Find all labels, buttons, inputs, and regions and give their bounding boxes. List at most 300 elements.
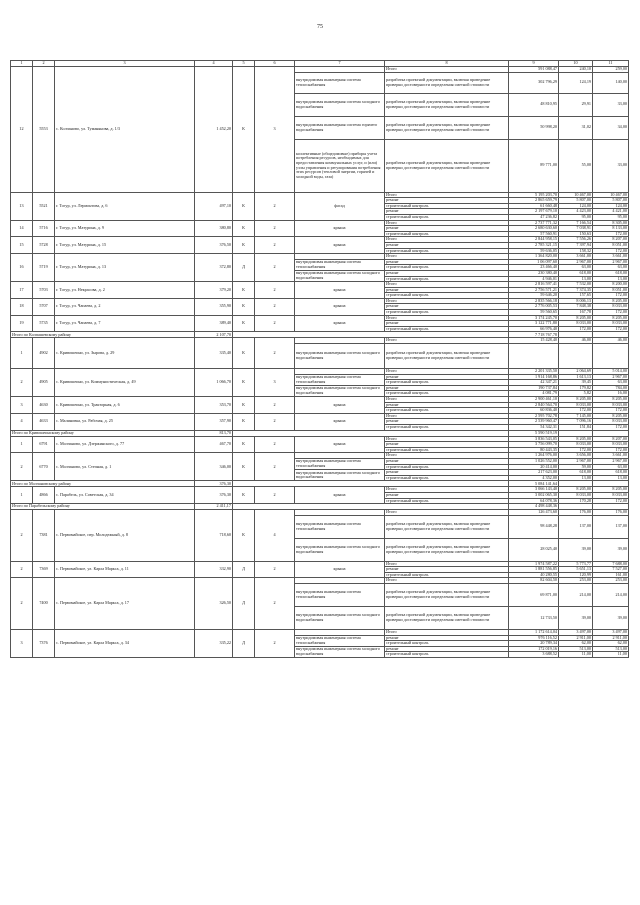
table-cell: внутридомовая инженерная система холодного водоснабжения <box>295 93 385 116</box>
table-cell: 98 448,28 <box>509 515 559 538</box>
table-cell: 7 848,38 <box>559 304 593 310</box>
table-cell: 3 <box>11 630 33 658</box>
table-cell: 3 066 143,40 <box>509 487 559 493</box>
table-cell: Д <box>233 254 255 282</box>
table-cell: 12 <box>11 67 33 193</box>
table-cell: Итого <box>385 630 509 636</box>
table-cell: Итого <box>385 282 509 288</box>
table-cell: 2 <box>255 237 295 254</box>
table-cell: 161,00 <box>593 572 629 578</box>
table-cell: ремонт <box>385 321 509 327</box>
table-cell: 376,30 <box>195 481 233 487</box>
table-cell: 4905 <box>33 369 55 397</box>
table-cell: ремонт <box>385 492 509 498</box>
table-cell: 40 280,55 <box>509 572 559 578</box>
table-cell: 137,00 <box>559 515 593 538</box>
table-cell: 7381 <box>33 510 55 562</box>
table-cell: внутридомовая инженерная система теплоснабжения <box>295 374 385 385</box>
table-cell: 172,00 <box>593 326 629 332</box>
table-cell: 2 967,00 <box>559 259 593 265</box>
table-cell: 172,00 <box>593 310 629 316</box>
table-cell: ремонт <box>385 419 509 425</box>
table-cell: Итого <box>385 237 509 243</box>
table-cell: 2 201 335,50 <box>509 369 559 375</box>
table-cell: с. Кривошеино, ул. Зырова, д. 29 <box>55 338 195 369</box>
table-cell: 8 033,00 <box>559 492 593 498</box>
table-cell: 1 881 556,85 <box>509 567 559 573</box>
table-cell: 1 06 097,60 <box>509 259 559 265</box>
table-cell: 8 033,00 <box>593 304 629 310</box>
repair-plan-table <box>10 60 629 658</box>
table-cell: 8 006,13 <box>559 298 593 304</box>
table-cell: 16,00 <box>593 391 629 397</box>
table-cell: ремонт <box>385 304 509 310</box>
table-cell: строительный контроль <box>385 248 509 254</box>
table-cell: 151,84 <box>559 424 593 430</box>
table-cell: г. Тогур, ул. Матурина, д. 13 <box>55 254 195 282</box>
table-cell: ремонт <box>385 635 509 641</box>
table-cell: К <box>233 397 255 414</box>
table-cell: 497,10 <box>195 192 233 220</box>
table-cell: 4630 <box>33 397 55 414</box>
table-cell: Итого по Молчановскому району <box>11 481 195 487</box>
table-cell: 4902 <box>33 338 55 369</box>
table-cell: строительный контроль <box>385 214 509 220</box>
table-cell: 190 737,84 <box>509 385 559 391</box>
table-cell: крыша <box>295 487 385 504</box>
table-cell: 5716 <box>33 220 55 237</box>
table-cell: 3 688,52 <box>509 652 559 658</box>
table-cell: 1 452,20 <box>195 67 233 193</box>
table-cell: 5 807,00 <box>559 198 593 204</box>
table-cell: 124,19 <box>559 72 593 93</box>
table-cell: разработка проектной документации, включая проведение проверки достоверности определения сметной стоимости <box>385 515 509 538</box>
table-cell: Д <box>233 630 255 658</box>
table-cell: 2 197 679,10 <box>509 209 559 215</box>
table-cell: 2 <box>255 413 295 430</box>
table-cell: 12 733,50 <box>509 607 559 630</box>
table-cell: крыша <box>295 397 385 414</box>
table-cell: 2 776 005,53 <box>509 304 559 310</box>
table-cell: 1 <box>11 487 33 504</box>
table-cell: 5735 <box>33 315 55 332</box>
table-cell: фасад <box>295 192 385 220</box>
table-cell: 126 473,60 <box>509 510 559 516</box>
table-cell: 5 590 519,19 <box>509 430 559 436</box>
table-cell: ремонт <box>385 402 509 408</box>
table-cell: ремонт <box>385 385 509 391</box>
table-cell: строительный контроль <box>385 380 509 386</box>
header-cell: 9 <box>509 61 559 67</box>
table-cell: 214,00 <box>559 584 593 607</box>
table-cell: строительный контроль <box>385 310 509 316</box>
table-cell: 60 836,40 <box>509 408 559 414</box>
table-cell: 813,70 <box>195 430 233 436</box>
table-cell: Д <box>233 578 255 630</box>
table-cell: 335,22 <box>195 630 233 658</box>
header-cell: 4 <box>195 61 233 67</box>
table-cell: 3 656,00 <box>559 453 593 459</box>
table-cell: ремонт <box>385 287 509 293</box>
table-cell: 346,00 <box>195 453 233 481</box>
table-cell: 1 <box>11 338 33 369</box>
table-cell: 13,00 <box>559 475 593 481</box>
table-cell: 172,00 <box>593 498 629 504</box>
table-cell: 8 205,00 <box>559 436 593 442</box>
table-cell: Итого <box>385 397 509 403</box>
table-cell: 976 116,52 <box>509 635 559 641</box>
table-cell: внутридомовая инженерная система холодного водоснабжения <box>295 538 385 561</box>
table-cell: 2 <box>255 630 295 658</box>
table-cell: 8 033,00 <box>593 419 629 425</box>
table-cell: 7400 <box>33 578 55 630</box>
table-cell: 59,00 <box>559 464 593 470</box>
table-cell: 172,00 <box>593 447 629 453</box>
table-cell: 2 <box>255 397 295 414</box>
table-cell: внутридомовая инженерная система холодного водоснабжения <box>295 270 385 281</box>
table-cell: 379,20 <box>195 282 233 299</box>
table-cell: 13,00 <box>593 475 629 481</box>
table-cell: 39,00 <box>559 538 593 561</box>
table-cell: 1 264 976,00 <box>509 453 559 459</box>
table-cell: 172,00 <box>559 326 593 332</box>
table-cell: ремонт <box>385 442 509 448</box>
table-cell: крыша <box>295 282 385 299</box>
table-cell: 179,82 <box>559 385 593 391</box>
table-cell: 2 <box>11 510 33 562</box>
table-cell: строительный контроль <box>385 293 509 299</box>
table-cell: внутридомовая инженерная система теплоснабжения <box>295 635 385 646</box>
table-cell: 80 443,35 <box>509 447 559 453</box>
table-cell: 2 967,00 <box>593 458 629 464</box>
table-cell: разработка проектной документации, включая проведение проверки достоверности определения сметной стоимости <box>385 139 509 192</box>
table-cell: внутридомовая инженерная система холодного водоснабжения <box>295 385 385 396</box>
table-cell: 8 033,00 <box>559 321 593 327</box>
table-cell: 7 038,91 <box>559 226 593 232</box>
table-cell: строительный контроль <box>385 265 509 271</box>
table-cell: 3 002 065,30 <box>509 492 559 498</box>
table-cell: 15 <box>11 237 33 254</box>
table-cell <box>509 344 559 369</box>
table-cell: 7 688,00 <box>593 561 629 567</box>
table-cell: 13 <box>11 192 33 220</box>
table-cell: 62,00 <box>559 641 593 647</box>
table-cell: 7 166,54 <box>559 220 593 226</box>
table-cell: 5 084 141,64 <box>509 481 559 487</box>
table-cell: 4 <box>255 510 295 562</box>
table-cell: 33,00 <box>593 93 629 116</box>
table-cell: 2 539 960,47 <box>509 419 559 425</box>
table-cell: разработка проектной документации, включая проведение проверки достоверности определения сметной стоимости <box>385 116 509 139</box>
table-cell: 8 205,00 <box>593 413 629 419</box>
table-cell: 3 661,00 <box>593 453 629 459</box>
table-cell: 42 347,21 <box>509 380 559 386</box>
table-cell: 4 <box>11 413 33 430</box>
table-cell: 2 911,00 <box>593 635 629 641</box>
table-cell: 2 <box>255 453 295 481</box>
table-cell: 124,00 <box>593 203 629 209</box>
table-cell: 1 <box>11 436 33 453</box>
header-cell: 6 <box>255 61 295 67</box>
table-cell: с. Молчаново, ул. Дзержинского, д. 77 <box>55 436 195 453</box>
table-cell: 8 133,00 <box>593 226 629 232</box>
table-cell: К <box>233 192 255 220</box>
table-cell: с. Молчаново, ул. Степная, д. 1 <box>55 453 195 481</box>
table-cell: 2 <box>255 561 295 578</box>
table-cell: крыша <box>295 298 385 315</box>
table-cell: 5707 <box>33 298 55 315</box>
table-cell: 784,00 <box>593 385 629 391</box>
table-cell: 3 174 245,70 <box>509 315 559 321</box>
table-cell: 7 397,94 <box>559 242 593 248</box>
header-cell: 1 <box>11 61 33 67</box>
table-cell: 11,00 <box>559 652 593 658</box>
table-cell: Итого <box>385 192 509 198</box>
table-cell: с. Первомайское, ул. Карла Маркса, д. 17 <box>55 578 195 630</box>
header-cell: 7 <box>295 61 385 67</box>
table-cell: ремонт <box>385 646 509 652</box>
table-cell: 172,00 <box>593 424 629 430</box>
table-cell: 372,80 <box>195 254 233 282</box>
table-cell: 7 527,00 <box>593 567 629 573</box>
table-cell: 230 380,40 <box>509 270 559 276</box>
table-cell: 2 <box>255 315 295 332</box>
table-cell: 3 <box>11 397 33 414</box>
table-cell: с. Первомайское, ул. Карла Маркса, д. 11 <box>55 561 195 578</box>
table-cell: с. Кривошеино, ул. Тракторная, д. 6 <box>55 397 195 414</box>
table-cell: 7376 <box>33 630 55 658</box>
table-cell: 3 497,00 <box>593 630 629 636</box>
table-cell: 64 078,36 <box>509 498 559 504</box>
table-cell: 326,50 <box>195 578 233 630</box>
table-cell: строительный контроль <box>385 424 509 430</box>
table-cell: 2 <box>255 254 295 282</box>
table-cell: 13,00 <box>559 276 593 282</box>
table-cell: 4 946,01 <box>509 276 559 282</box>
table-cell: К <box>233 338 255 369</box>
table-cell: 33,00 <box>593 139 629 192</box>
table-cell: разработка проектной документации, включая проведение проверки достоверности определения сметной стоимости <box>385 607 509 630</box>
table-cell: 618,00 <box>593 470 629 476</box>
table-cell: 62,00 <box>593 641 629 647</box>
table-cell: К <box>233 67 255 193</box>
table-cell: строительный контроль <box>385 572 509 578</box>
table-cell: 10 467,00 <box>559 192 593 198</box>
table-cell: разработка проектной документации, включая проведение проверки достоверности определения сметной стоимости <box>385 72 509 93</box>
table-cell: ремонт <box>385 567 509 573</box>
table-cell: 46,00 <box>593 338 629 344</box>
table-cell: 2 064,69 <box>559 369 593 375</box>
table-cell: крыша <box>295 220 385 237</box>
table-cell: К <box>233 298 255 315</box>
table-cell: строительный контроль <box>385 231 509 237</box>
table-cell: крыша <box>295 237 385 254</box>
table-cell: 5,82 <box>559 391 593 397</box>
table-cell: 4 081,79 <box>509 391 559 397</box>
table-cell: крыша <box>295 561 385 578</box>
table-cell: 7 532,00 <box>559 282 593 288</box>
table-cell: К <box>233 487 255 504</box>
table-cell: с. Парабель, ул. Советская, д. 34 <box>55 487 195 504</box>
table-row <box>11 315 629 321</box>
table-cell: 5703 <box>33 282 55 299</box>
table-cell: 1 613,13 <box>559 374 593 380</box>
table-cell: 8 033,00 <box>593 402 629 408</box>
table-cell: 39,00 <box>593 607 629 630</box>
table-cell: Итого <box>385 578 509 584</box>
table-cell: 124,00 <box>559 203 593 209</box>
header-cell: 5 <box>233 61 255 67</box>
table-cell: разработка проектной документации, включая проведение проверки достоверности определения сметной стоимости <box>385 93 509 116</box>
table-cell: К <box>233 453 255 481</box>
table-cell: г. Тогур, ул. Чапаева, д. 7 <box>55 315 195 332</box>
table-cell: 59 560,65 <box>509 310 559 316</box>
table-cell: 618,00 <box>559 470 593 476</box>
table-cell: внутридомовая инженерная система теплоснабжения <box>295 458 385 469</box>
table-cell: 2 <box>255 298 295 315</box>
table-cell: 467,70 <box>195 436 233 453</box>
table-cell: 69 871,00 <box>509 584 559 607</box>
table-cell: 7 718 767,78 <box>509 332 559 338</box>
table-cell: Итого <box>385 220 509 226</box>
table-cell: 47 236,82 <box>509 214 559 220</box>
table-cell: 176,00 <box>593 510 629 516</box>
table-cell: 3 756 099,70 <box>509 442 559 448</box>
table-cell: строительный контроль <box>385 464 509 470</box>
table-cell: внутридомовая инженерная система холодного водоснабжения <box>295 607 385 630</box>
table-cell: 89 771,00 <box>509 139 559 192</box>
table-cell: 513,00 <box>559 646 593 652</box>
table-cell: 11,00 <box>593 652 629 658</box>
table-cell: с. Первомайское, ул. Карла Маркса, д. 34 <box>55 630 195 658</box>
table-cell: 2 <box>255 338 295 369</box>
table-cell: внутридомовая инженерная система теплоснабжения <box>295 515 385 538</box>
table-cell: 34,00 <box>593 116 629 139</box>
table-cell: разработка проектной документации, включая проведение проверки достоверности определения сметной стоимости <box>385 584 509 607</box>
table-cell: 217 623,00 <box>509 470 559 476</box>
table-cell: 4 423,00 <box>559 209 593 215</box>
table-cell: ремонт <box>385 374 509 380</box>
table-cell: К <box>233 282 255 299</box>
table-cell: 8 205,00 <box>559 487 593 493</box>
table-cell: строительный контроль <box>385 498 509 504</box>
table-cell: разработка проектной документации, включая проведение проверки достоверности определения сметной стоимости <box>385 344 509 369</box>
table-cell: с. Первомайское, пер. Молодежный, д. 8 <box>55 510 195 562</box>
table-cell: 63,00 <box>593 265 629 271</box>
table-cell: 20 789,34 <box>509 641 559 647</box>
table-cell: 176,00 <box>559 510 593 516</box>
table-cell: г. Тогур, ул. Чапаева, д. 2 <box>55 298 195 315</box>
table-cell: 513,00 <box>593 646 629 652</box>
table-row <box>11 561 629 567</box>
table-cell: 1 172 614,04 <box>509 630 559 636</box>
table-cell: Итого <box>385 453 509 459</box>
table-cell: 1 914 168,86 <box>509 374 559 380</box>
header-cell: 11 <box>593 61 629 67</box>
table-cell: 2 865 659,79 <box>509 198 559 204</box>
table-cell: 95,00 <box>593 214 629 220</box>
table-cell: 5719 <box>33 254 55 282</box>
table-row <box>11 220 629 226</box>
table-cell: 3 497,00 <box>559 630 593 636</box>
table-cell: 167,78 <box>559 310 593 316</box>
table-cell: 63,00 <box>593 464 629 470</box>
table-cell: 5 195 203,70 <box>509 192 559 198</box>
table-cell: 618,00 <box>559 270 593 276</box>
table-cell: 2 911,00 <box>559 635 593 641</box>
table-cell: строительный контроль <box>385 475 509 481</box>
table-cell: ремонт <box>385 270 509 276</box>
table-cell: 158,32 <box>559 248 593 254</box>
table-cell: 2 <box>255 220 295 237</box>
table-cell: 28 025,40 <box>509 538 559 561</box>
table-cell: 8 205,00 <box>559 397 593 403</box>
table-cell: 8 305,00 <box>593 220 629 226</box>
table-cell: 157,65 <box>559 293 593 299</box>
table-cell: ремонт <box>385 259 509 265</box>
table-cell: 2 107,70 <box>195 332 233 338</box>
table-cell: 2 <box>255 487 295 504</box>
table-cell: 4 421,00 <box>593 209 629 215</box>
table-cell: 2 680 630,60 <box>509 226 559 232</box>
table-cell: 2 <box>255 192 295 220</box>
table-cell: 332,90 <box>195 561 233 578</box>
table-cell: ремонт <box>385 458 509 464</box>
table-cell: 140,00 <box>593 72 629 93</box>
table-cell: 2 816 597,41 <box>509 282 559 288</box>
table-cell: 2 900 461,10 <box>509 397 559 403</box>
header-cell: 3 <box>55 61 195 67</box>
table-cell: 2 737 771,32 <box>509 220 559 226</box>
table-cell: 380,80 <box>195 220 233 237</box>
table-cell: 5728 <box>33 237 55 254</box>
table-cell: 20 414,00 <box>509 464 559 470</box>
table-cell: Итого по Кривошеинскому району <box>11 430 195 436</box>
table-cell: 618,00 <box>593 270 629 276</box>
table-cell: ремонт <box>385 226 509 232</box>
table-cell: 2 785 321,15 <box>509 242 559 248</box>
table-cell: 2 <box>255 436 295 453</box>
table-cell: 5 014,00 <box>593 369 629 375</box>
table-cell: 1 066,70 <box>195 369 233 397</box>
table-cell: 7 145,00 <box>559 413 593 419</box>
table-cell: 18 <box>11 298 33 315</box>
table-cell: 2 <box>255 578 295 630</box>
header-cell: 2 <box>33 61 55 67</box>
table-cell: 8 205,00 <box>593 487 629 493</box>
page-number: 75 <box>317 24 323 30</box>
table-cell: 3 836 543,05 <box>509 436 559 442</box>
table-cell: 59 646,20 <box>509 293 559 299</box>
table-cell: внутридомовая инженерная система холодного водоснабжения <box>295 470 385 481</box>
table-cell: внутридомовая инженерная система холодного водоснабжения <box>295 646 385 657</box>
table-cell: 120,99 <box>559 572 593 578</box>
table-cell: 39,00 <box>593 538 629 561</box>
table-cell: коллективные (общедомовые) приборы учета потребления ресурсов, необходимых для предоставления коммунальных услуг, и (или) узлы управления и регулирования потребления этих ресурсов (тепловой энергии, горячей и холодной воды, газа) <box>295 139 385 192</box>
table-cell: К <box>233 315 255 332</box>
table-cell: К <box>233 436 255 453</box>
table-cell: внутридомовая инженерная система холодного водоснабжения <box>295 344 385 369</box>
table-cell: строительный контроль <box>385 408 509 414</box>
table-cell: Итого <box>385 338 509 344</box>
table-cell: 240,10 <box>559 67 593 73</box>
table-cell: 172,00 <box>559 447 593 453</box>
table-cell: 55,00 <box>559 139 593 192</box>
header-cell: 10 <box>559 61 593 67</box>
table-cell: К <box>233 369 255 397</box>
table-cell: 57 560,91 <box>509 231 559 237</box>
table-cell: 13,00 <box>593 276 629 282</box>
